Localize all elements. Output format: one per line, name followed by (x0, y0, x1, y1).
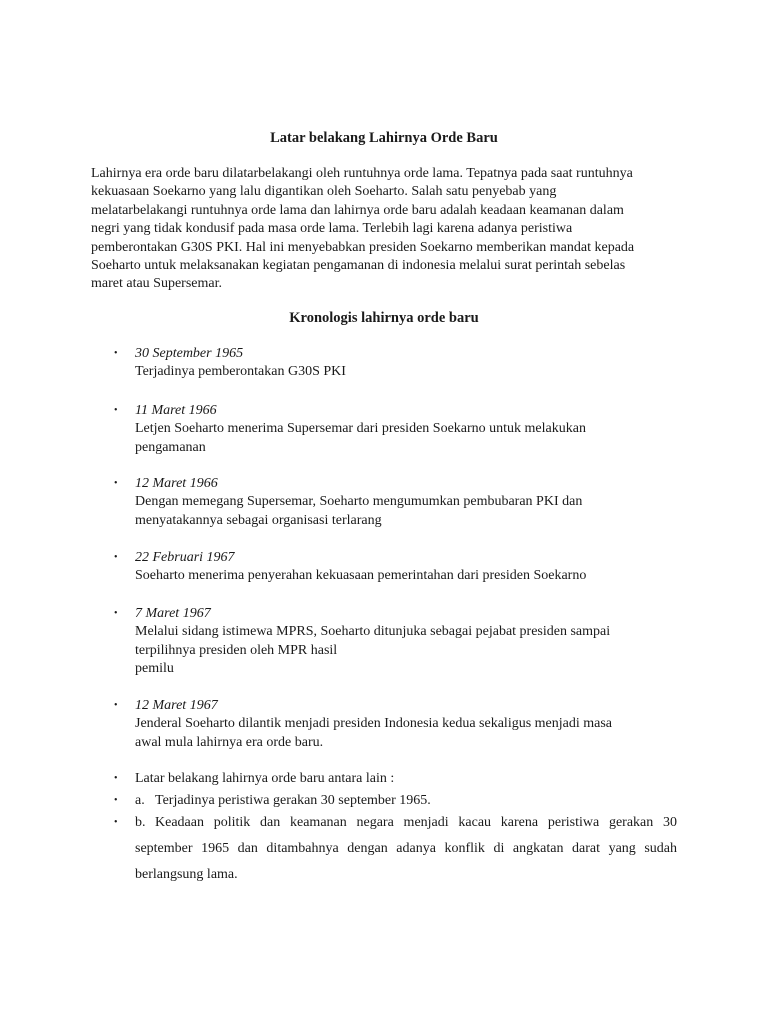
reason-b-text: Keadaan politik dan keamanan negara menjadi kacau karena peristiwa gerakan 30 (155, 815, 677, 830)
chronology-date: 12 Maret 1967 (135, 698, 218, 713)
reason-a-tag: a. (135, 793, 145, 808)
intro-line: melatarbelakangi runtuhnya orde lama dan lahirnya orde baru adalah keadaan keamanan dalam (91, 202, 624, 218)
intro-line: negri yang tidak kondusif pada masa orde lama. Terlebih lagi karena adanya peristiwa (91, 221, 573, 237)
chronology-text: Dengan memegang Supersemar, Soeharto mengumumkan pembubaran PKI dan (135, 494, 583, 510)
background-heading: Latar belakang lahirnya orde baru antara lain : (135, 771, 395, 786)
reason-a (135, 792, 431, 810)
intro-line: maret atau Supersemar. (91, 276, 223, 292)
chronology-text: pengamanan (135, 439, 206, 455)
chronology-text: Melalui sidang istimewa MPRS, Soeharto ditunjuka sebagai pejabat presiden sampai (135, 624, 611, 640)
bullet-icon: • (114, 773, 118, 784)
chronology-text: awal mula lahirnya era orde baru. (135, 734, 324, 750)
bullet-icon: • (114, 817, 118, 828)
reason-b (135, 810, 677, 888)
chronology-text: menyatakannya sebagai organisasi terlarang (135, 512, 382, 528)
chronology-date: 7 Maret 1967 (135, 606, 211, 621)
chronology-text: Terjadinya pemberontakan G30S PKI (135, 364, 346, 380)
chronology-item (135, 475, 695, 530)
reason-a-text: Terjadinya peristiwa gerakan 30 september 1965. (155, 793, 431, 808)
intro-line: pemberontakan G30S PKI. Hal ini menyebabkan presiden Soekarno memberikan mandat kepada (91, 239, 635, 255)
chronology-date: 30 September 1965 (135, 346, 244, 361)
chronology-text: pemilu (135, 661, 174, 677)
chronology-date: 12 Maret 1966 (135, 476, 218, 491)
chronology-item (135, 697, 695, 752)
intro-line: Soeharto untuk melaksanakan kegiatan pengamanan di indonesia melalui surat perintah sebelas (91, 258, 626, 274)
chronology-date: 11 Maret 1966 (135, 403, 217, 418)
chronology-item (135, 345, 695, 382)
intro-line: Lahirnya era orde baru dilatarbelakangi oleh runtuhnya orde lama. Tepatnya pada saat runtuhnya (91, 166, 633, 181)
bullet-icon: • (114, 552, 118, 563)
bullet-icon: • (114, 700, 118, 711)
bullet-icon: • (114, 348, 118, 359)
bullet-icon: • (114, 608, 118, 619)
reason-b-line: september 1965 dan ditambahnya dengan adanya konflik di angkatan darat yang sudah (135, 841, 677, 856)
chronology-text: Soeharto menerima penyerahan kekuasaan pemerintahan dari presiden Soekarno (135, 568, 587, 584)
chronology-item (135, 605, 695, 679)
chronology-item (135, 549, 695, 586)
intro-paragraph (91, 165, 691, 294)
reason-b-line: berlangsung lama. (135, 867, 238, 882)
reason-b-line (135, 810, 677, 836)
reason-b-tag: b. (135, 815, 146, 830)
chronology-text: Letjen Soeharto menerima Supersemar dari presiden Soekarno untuk melakukan (135, 421, 586, 437)
bullet-icon: • (114, 478, 118, 489)
chronology-date: 22 Februari 1967 (135, 550, 235, 565)
bullet-icon: • (114, 405, 118, 416)
chronology-text: terpilihnya presiden oleh MPR hasil (135, 642, 338, 658)
bullet-icon: • (114, 795, 118, 806)
document-title: Latar belakang Lahirnya Orde Baru (270, 130, 498, 146)
chronology-text: Jenderal Soeharto dilantik menjadi presiden Indonesia kedua sekaligus menjadi masa (135, 716, 613, 732)
intro-line: kekuasaan Soekarno yang lalu digantikan oleh Soeharto. Salah satu penyebab yang (91, 184, 557, 200)
chronology-title: Kronologis lahirnya orde baru (289, 310, 479, 326)
chronology-item (135, 402, 695, 457)
